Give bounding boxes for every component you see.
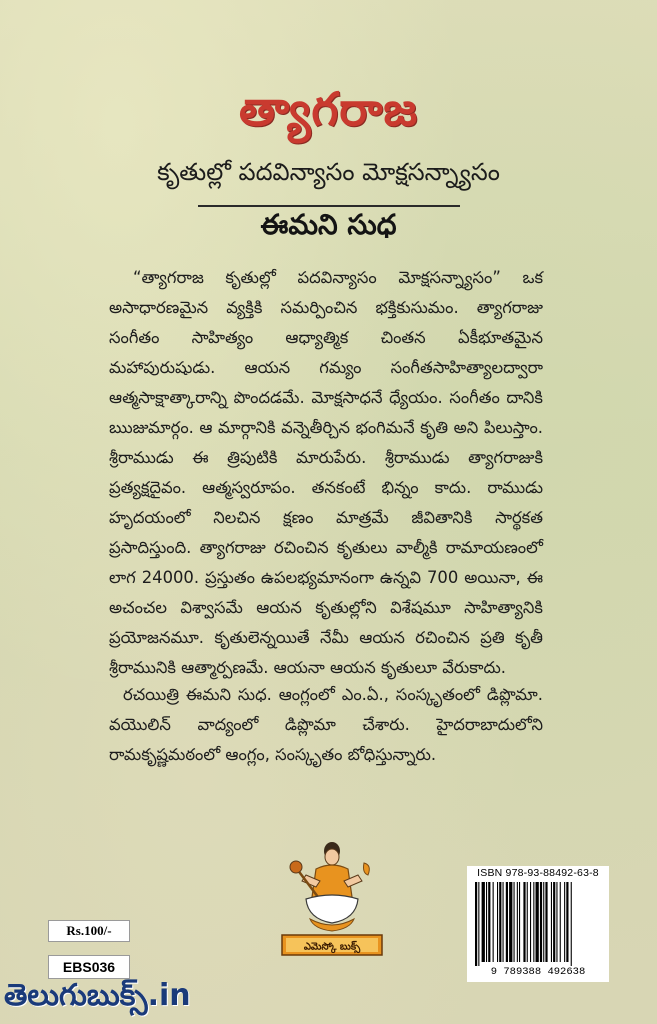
site-watermark: తెలుగుబుక్స్.in [4,978,191,1013]
barcode [473,882,603,966]
book-subtitle: కృతుల్లో పదవిన్యాసం మోక్షసన్న్యాసం [157,158,500,186]
title-divider [198,205,460,207]
blurb-paragraph-1: “త్యాగరాజ కృతుల్లో పదవిన్యాసం మోక్షసన్న్యాసం” ఒక అసాధారణమైన వ్యక్తికి సమర్పించిన భక్తికుసుమం. త్యాగరాజు సంగీతం సాహిత్యం ఆధ్యాత్మిక చింతన ఏకీభూతమైన మహాపురుషుడు. ఆయన గమ్యం సంగీతసాహిత్యాలద్వారా ఆత్మసాక్షాత్కారాన్ని పొందడమే. మోక్షసాధనే ధ్యేయం. సంగీతం దానికి ఋజుమార్గం. ఆ మార్గానికి వన్నెతీర్చిన భంగిమనే కృతి అని పిలుస్తాం. శ్రీరాముడు ఈ త్రిపుటికి మారుపేరు. శ్రీరాముడు త్యాగరాజుకి ప్రత్యక్షదైవం. ఆత్మస్వరూపం. తనకంటే భిన్నం కాదు. రాముడు హృదయంలో నిలచిన క్షణం మాత్రమే జీవితానికి సార్థకత ప్రసాదిస్తుంది. త్యాగరాజు రచించిన కృతులు వాల్మీకి రామాయణంలో లాగ 24000. ప్రస్తుతం ఉపలభ్యమానంగా ఉన్నవి 700 అయినా, ఈ అచంచల విశ్వాసమే ఆయన కృతుల్లోని విశేషమూ సాహిత్యానికి ప్రయోజనమూ. కృతులెన్నయితే నేమీ ఆయన రచించిన ప్రతి కృతీ శ్రీరామునికి ఆత్మార్పణమే. ఆయనా ఆయన కృతులూ వేరుకాదు. [109,268,543,677]
book-title: త్యాగరాజ [239,82,418,136]
publisher-logo-text: ఎమెస్కో బుక్స్ [303,941,361,953]
author-name: ఈమని సుధ [260,208,397,241]
author-bio-paragraph: రచయిత్రి ఈమని సుధ. ఆంగ్లంలో ఎం.ఏ., సంస్కృతంలో డిప్లొమా. వయొలిన్ వాద్యంలో డిప్లొమా చేశారు. హైదరాబాదులోని రామకృష్ణమఠంలో ఆంగ్లం, సంస్కృతం బోధిస్తున్నారు. [109,685,543,764]
barcode-digits: 9 789388 492638 [490,966,586,978]
catalog-code-label: EBS036 [48,955,130,979]
goddess-figure-icon [290,842,369,931]
price-label: Rs.100/- [48,920,130,942]
isbn-label: ISBN 978-93-88492-63-8 [477,867,599,879]
isbn-barcode-box [467,866,609,982]
publisher-logo [276,835,388,957]
